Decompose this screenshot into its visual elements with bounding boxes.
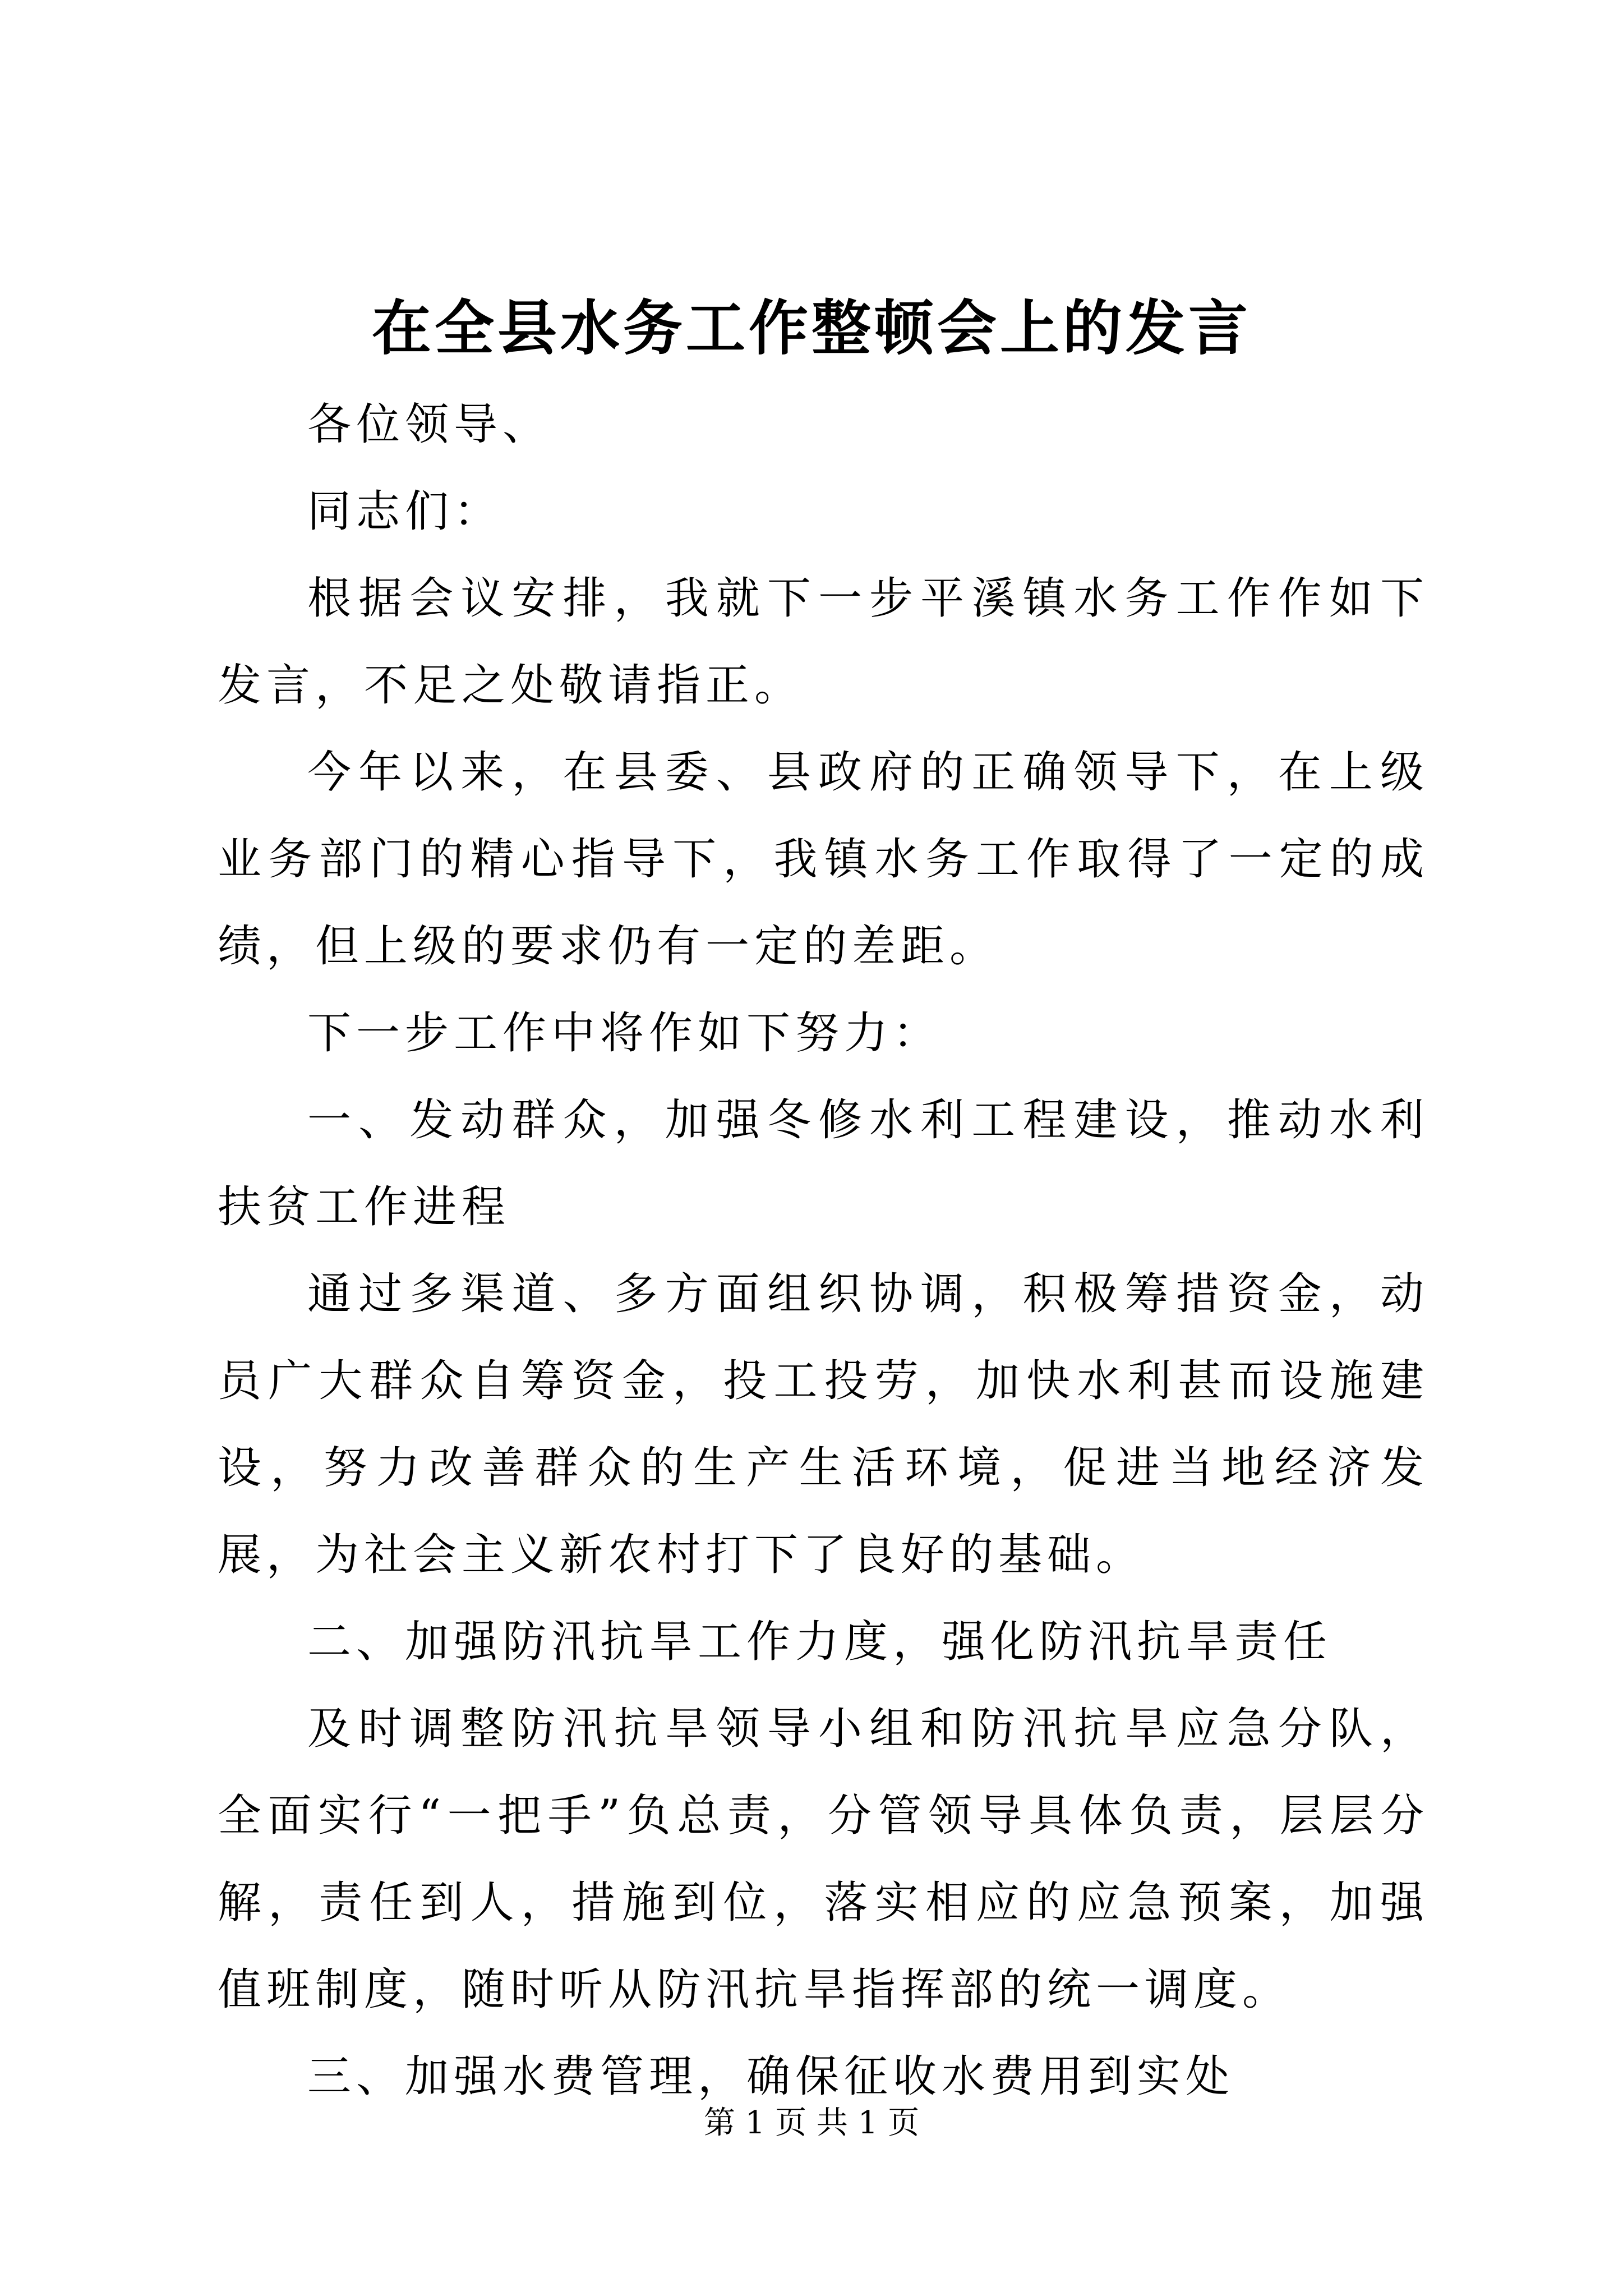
body-paragraph: 通过多渠道、多方面组织协调，积极筹措资金，动员广大群众自筹资金，投工投劳，加快水利甚而设施建设，努力改善群众的生产生活环境，促进当地经济发展，为社会主义新农村打下了良好的基础。 [218, 1269, 1429, 1580]
section-heading-3: 三、加强水费管理，确保征收水费用到实处 [307, 2051, 1235, 2102]
body-paragraph: 及时调整防汛抗旱领导小组和防汛抗旱应急分队，全面实行“一把手”负总责，分管领导具体负责，层层分解，责任到人，措施到位，落实相应的应急预案，加强值班制度，随时听从防汛抗旱指挥部的统一调度。 [218, 1704, 1429, 2015]
document-body [218, 381, 1429, 2120]
section-heading-1: 一、发动群众，加强冬修水利工程建设，推动水利扶贫工作进程 [218, 1095, 1429, 1232]
document-title: 在全县水务工作整顿会上的发言 [372, 293, 1251, 363]
body-paragraph: 下一步工作中将作如下努力： [307, 1008, 942, 1059]
salutation-line-1: 各位领导、 [307, 399, 552, 450]
salutation-line-2: 同志们： [307, 486, 503, 537]
body-paragraph: 根据会议安排，我就下一步平溪镇水务工作作如下发言，不足之处敬请指正。 [218, 573, 1429, 711]
page-footer: 第 1 页 共 1 页 [703, 2105, 920, 2141]
section-heading-2: 二、加强防汛抗旱工作力度，强化防汛抗旱责任 [307, 1617, 1332, 1667]
body-paragraph: 今年以来，在县委、县政府的正确领导下，在上级业务部门的精心指导下，我镇水务工作取得了一定的成绩，但上级的要求仍有一定的差距。 [218, 747, 1429, 972]
